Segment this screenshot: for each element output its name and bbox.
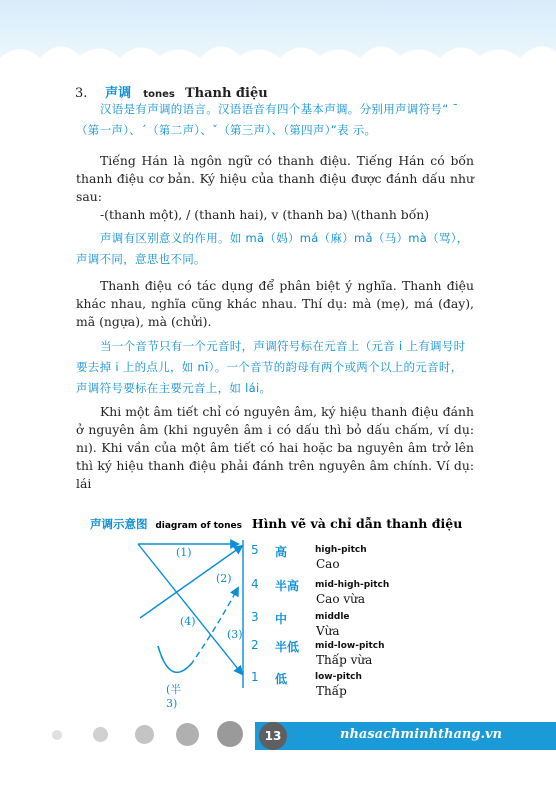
level-1-vi: Thấp — [316, 684, 347, 698]
footer-dot — [217, 721, 243, 747]
tone-marks-line: -(thanh một), / (thanh hai), v (thanh ba) \(thanh bốn) — [100, 207, 430, 222]
level-5-num: 5 — [251, 543, 259, 557]
level-5-en: high-pitch — [315, 545, 367, 555]
level-4-zh: 半高 — [275, 579, 300, 593]
footer-dot — [52, 730, 62, 740]
level-2-num: 2 — [251, 638, 259, 652]
footer-dot — [93, 727, 108, 742]
paragraph-3-zh: 当一个音节只有一个元音时，声调符号标在元音上（元音 i 上有调号时要去掉 i 上的点儿，如 nī）。一个音节的韵母有两个或两个以上的元音时，声调符号要标在主要元音上，如 lái。 — [76, 339, 466, 395]
level-4-en: mid-high-pitch — [315, 580, 390, 590]
curve-label-half-3: (半3) — [166, 683, 182, 710]
footer-dot — [176, 723, 199, 746]
curve-label-4: (4) — [180, 615, 196, 628]
curve-label-1: (1) — [176, 546, 192, 559]
level-3-en: middle — [315, 612, 350, 622]
diagram-title-vi: Hình vẽ và chỉ dẫn thanh điệu — [251, 516, 463, 531]
diagram-title-en: diagram of tones — [155, 521, 242, 531]
footer-site-link[interactable]: nhasachminhthang.vn — [340, 727, 502, 742]
level-1-num: 1 — [251, 670, 259, 684]
level-5-zh: 高 — [275, 545, 288, 559]
curve-label-3: (3) — [227, 628, 243, 641]
section-title-vi: Thanh điệu — [184, 86, 268, 101]
level-1-zh: 低 — [275, 672, 288, 686]
paragraph-1-zh: 汉语是有声调的语言。汉语语音有四个基本声调。分别用声调符号“ ˉ（第一声）、ˊ（第二声）、ˇ（第三声）、（第四声）”表 示。 — [76, 102, 459, 137]
level-3-num: 3 — [251, 610, 259, 624]
level-3-zh: 中 — [275, 612, 288, 626]
section-number: 3. — [75, 86, 88, 101]
level-4-vi: Cao vừa — [316, 592, 366, 606]
diagram-title-zh: 声调示意图 — [90, 517, 148, 531]
half-tone-3-curve — [158, 646, 192, 672]
level-4-num: 4 — [251, 577, 259, 591]
level-2-zh: 半低 — [275, 640, 300, 654]
curve-label-2: (2) — [216, 572, 232, 585]
tone-3-curve — [158, 588, 238, 672]
level-2-en: mid-low-pitch — [315, 641, 385, 651]
level-2-vi: Thấp vừa — [316, 653, 373, 667]
paragraph-2-vi: Thanh điệu có tác dụng để phân biệt ý nghĩa. Thanh điệu khác nhau, nghĩa cũng khác nhau. Thí dụ: mà (mẹ), má (đay), mã (ngựa), mà (chửi). — [76, 278, 474, 329]
section-title-zh: 声调 — [105, 86, 132, 101]
page-number: 13 — [259, 722, 287, 750]
level-5-vi: Cao — [316, 557, 340, 571]
level-3-vi: Vừa — [316, 624, 340, 638]
footer-dot — [135, 725, 154, 744]
level-1-en: low-pitch — [315, 672, 362, 682]
paragraph-2-zh: 声调有区别意义的作用。如 mā（妈）má（麻）mǎ（马）mà（骂），声调不同，意思也不同。 — [76, 231, 469, 266]
diagram-heading — [90, 516, 462, 532]
header-wave — [0, 0, 556, 72]
paragraph-1-vi: Tiếng Hán là ngôn ngữ có thanh điệu. Tiếng Hán có bốn thanh điệu cơ bản. Ký hiệu của thanh điệu được đánh dấu như sau: — [76, 153, 474, 204]
section-title-en: tones — [143, 89, 175, 100]
paragraph-3-vi: Khi một âm tiết chỉ có nguyên âm, ký hiệu thanh điệu đánh ở nguyên âm (khi nguyên âm i có dấu thì bỏ dấu chấm, ví dụ: nı). Khi vần của một âm tiết có hai hoặc ba nguyên âm trở lên thì ký hiệu thanh điệu phải đánh trên nguyên âm chính. Ví dụ: lái — [76, 404, 474, 491]
